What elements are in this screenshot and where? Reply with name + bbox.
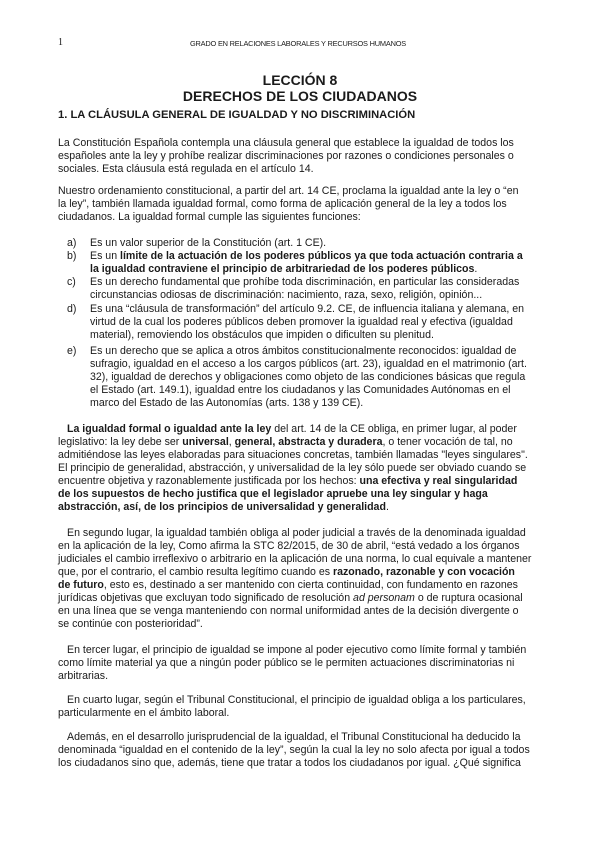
text-line: los ciudadanos sino que, además, tiene que tratar a todos los ciudadanos por igual. ¿Qué significa bbox=[58, 757, 521, 769]
italic-text: ad personam bbox=[353, 592, 415, 604]
bold-text: abstracción, así, de los principios de universalidad y generalidad bbox=[58, 501, 386, 513]
text-line: en la aplicación de la ley, Como afirma la STC 82/2015, de 30 de abril, “está vedado a los órganos bbox=[58, 540, 520, 552]
page-number: 1 bbox=[58, 37, 63, 48]
list-item-text bbox=[90, 263, 477, 276]
list-item-text: circunstancias odiosas de discriminación: nacimiento, raza, sexo, religión, opinión... bbox=[90, 289, 483, 301]
running-header: GRADO EN RELACIONES LABORALES Y RECURSOS HUMANOS bbox=[190, 39, 407, 48]
list-item-text bbox=[90, 250, 523, 263]
text-line: Además, en el desarrollo jurisprudencial de la igualdad, el Tribunal Constitucional ha deducido la bbox=[67, 731, 521, 743]
text-line: judiciales el cambio irreflexivo o arbitrario en la aplicación de una norma, lo cual equivale a mantener bbox=[58, 553, 532, 565]
text-line bbox=[58, 488, 488, 501]
text-line: ciudadanos. La igualdad formal cumple las siguientes funciones: bbox=[58, 211, 361, 223]
text-run: , o tener vocación de tal, no bbox=[382, 436, 513, 448]
list-item-text: 32), igualdad de derechos y obligaciones como objeto de las condiciones básicas que regula bbox=[90, 371, 526, 383]
bold-text: límite de la actuación de los poderes públicos ya que toda actuación contraria a bbox=[120, 250, 523, 262]
section-heading: 1. LA CLÁUSULA GENERAL DE IGUALDAD Y NO DISCRIMINACIÓN bbox=[58, 109, 416, 121]
text-line: particularmente en el ámbito laboral. bbox=[58, 707, 230, 719]
text-line: En cuarto lugar, según el Tribunal Constitucional, el principio de igualdad obliga a los particulares, bbox=[67, 694, 526, 706]
text-line bbox=[67, 423, 517, 436]
text-line bbox=[58, 436, 513, 449]
text-run: del art. 14 de la CE obliga, en primer lugar, al poder bbox=[271, 423, 517, 435]
text-run: , bbox=[228, 436, 235, 448]
list-item-text: material), removiendo los obstáculos que impiden o dificulten su plenitud. bbox=[90, 329, 434, 341]
list-item-text: Es un derecho fundamental que prohíbe toda discriminación, en particular las consideradas bbox=[90, 276, 520, 288]
text-line bbox=[58, 592, 523, 605]
bold-text: una efectiva y real singularidad bbox=[359, 475, 518, 487]
text-line: se continúe con posterioridad”. bbox=[58, 618, 203, 630]
list-item-text: virtud de la cual los poderes públicos deben promover la igualdad real y efectiva (igualdad bbox=[90, 316, 513, 328]
list-marker: d) bbox=[67, 303, 77, 315]
lesson-subject: DERECHOS DE LOS CIUDADANOS bbox=[182, 88, 418, 104]
bold-text: de los supuestos de hecho justifica que el legislador apruebe una ley singular y haga bbox=[58, 488, 488, 500]
text-line: denominada “igualdad en el contenido de la ley”, según la cual la ley no solo afecta por igual a todos bbox=[58, 744, 530, 756]
list-marker: a) bbox=[67, 237, 77, 249]
lesson-title: LECCIÓN 8 bbox=[262, 72, 338, 88]
list-item-text: sufragio, igualdad en el acceso a los cargos públicos (art. 23), igualdad en el matrimonio (art. bbox=[90, 358, 527, 370]
text-run: encuentre objetiva y razonablemente justificada por los hechos: bbox=[58, 475, 360, 487]
text-line: sociales. Esta cláusula está regulada en el artículo 14. bbox=[58, 163, 314, 175]
list-item-text: Es un valor superior de la Constitución (art. 1 CE). bbox=[90, 237, 327, 249]
bold-text: universal bbox=[182, 436, 229, 448]
text-line bbox=[58, 475, 517, 488]
list-marker: c) bbox=[67, 276, 76, 288]
text-line: En segundo lugar, la igualdad también obliga al poder judicial a través de la denominada igualdad bbox=[67, 527, 526, 539]
text-line: La Constitución Española contempla una cláusula general que establece la igualdad de todos los bbox=[58, 137, 514, 149]
list-item-text: Es un derecho que se aplica a otros ámbitos constitucionalmente reconocidos: igualdad de bbox=[90, 345, 517, 357]
bold-text: la igualdad contraviene el principio de arbitrariedad de los poderes públicos bbox=[90, 263, 475, 275]
text-run: que, por el contrario, el cambio resulta legítimo cuando es bbox=[58, 566, 333, 578]
text-line: Nuestro ordenamiento constitucional, a partir del art. 14 CE, proclama la igualdad ante la ley o “en bbox=[58, 185, 519, 197]
text-run: . bbox=[474, 263, 478, 275]
bold-text: razonado, razonable y con vocación bbox=[333, 566, 515, 578]
bold-text: La igualdad formal o igualdad ante la ley bbox=[67, 423, 272, 435]
text-line: la ley”, también llamada igualdad formal, como forma de aplicación general de la ley a todos los bbox=[58, 198, 507, 210]
text-run: jurídicas objetivas que excluyan todo significado de resolución bbox=[58, 592, 354, 604]
text-run: legislativo: la ley debe ser bbox=[58, 436, 183, 448]
text-line bbox=[58, 566, 515, 579]
bold-text: general, abstracta y duradera bbox=[234, 436, 383, 448]
text-line bbox=[58, 579, 518, 592]
text-run: , esto es, destinado a ser mantenido con cierta continuidad, con fundamento en razones bbox=[103, 579, 518, 591]
list-item-text: marco del Estado de las Autonomías (arts. 138 y 139 CE). bbox=[90, 397, 364, 409]
text-line: arbitrarias. bbox=[58, 670, 109, 682]
text-line: El principio de generalidad, abstracción, y universalidad de la ley sólo puede ser obviado cuando se bbox=[58, 462, 527, 474]
text-line: en una línea que se venga manteniendo con normal uniformidad antes de la decisión divergente o bbox=[58, 605, 519, 617]
list-item-text: Es una “cláusula de transformación” del artículo 9.2. CE, de influencia italiana y alemana, en bbox=[90, 303, 524, 315]
text-run: o de ruptura ocasional bbox=[414, 592, 523, 604]
text-run: Es un bbox=[90, 250, 121, 262]
text-line: En tercer lugar, el principio de igualdad se impone al poder ejecutivo como límite formal y también bbox=[67, 644, 527, 656]
list-item-text: el Estado (art. 149.1), igualdad entre los ciudadanos y las Comunidades Autónomas en el bbox=[90, 384, 511, 396]
list-marker: b) bbox=[67, 250, 77, 262]
text-line: españoles ante la ley y prohíbe realizar discriminaciones por razones o condiciones personales o bbox=[58, 150, 514, 162]
list-marker: e) bbox=[67, 345, 77, 357]
text-line bbox=[58, 501, 389, 514]
bold-text: de futuro bbox=[58, 579, 104, 591]
text-line: como límite material ya que a ningún poder público se le permiten actuaciones discriminatorias ni bbox=[58, 657, 515, 669]
text-line: admitiéndose las leyes elaboradas para situaciones concretas, también llamadas "leyes singulares". bbox=[58, 449, 528, 461]
text-run: . bbox=[385, 501, 389, 513]
